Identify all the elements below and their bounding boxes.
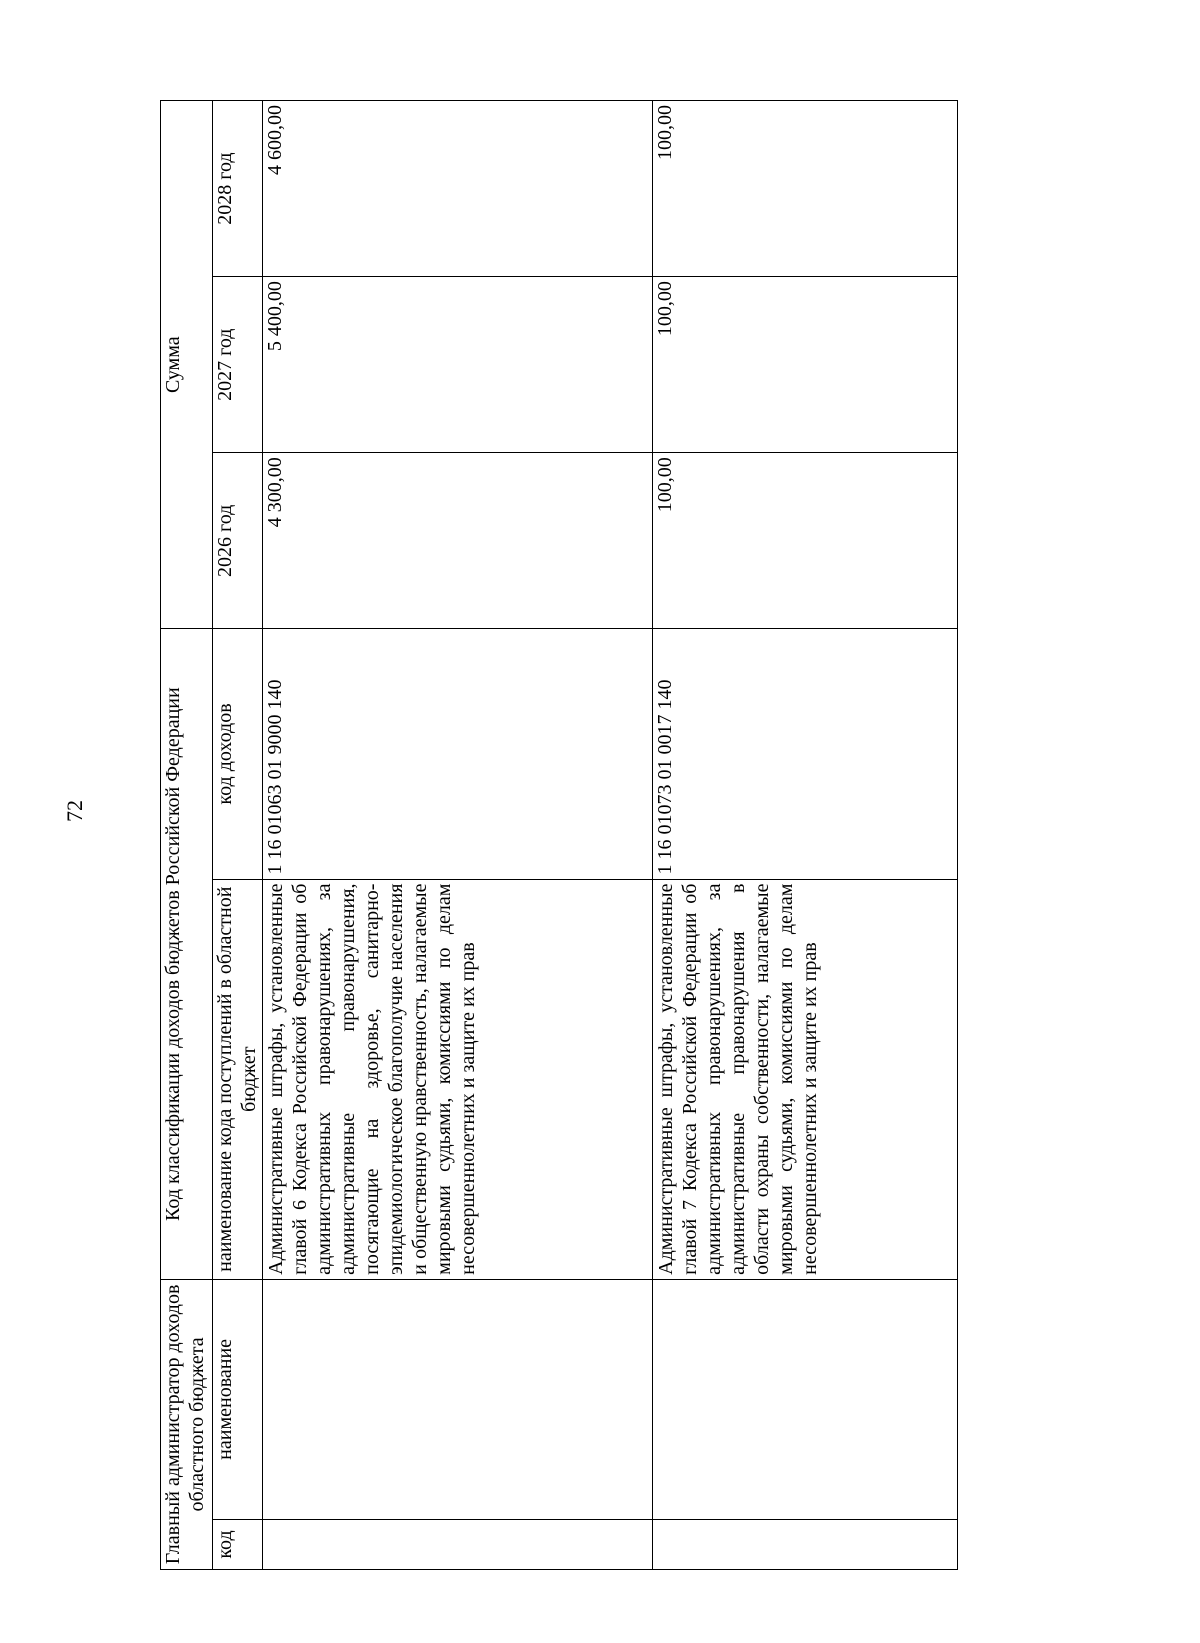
row-sum-2026: 100,00 (653, 453, 958, 629)
page-number: 72 (62, 800, 87, 822)
header-col-code: код (213, 1519, 263, 1569)
row-sum-2028: 4 600,00 (263, 101, 653, 277)
budget-table-rotated (160, 100, 960, 1570)
row-sum-2027: 5 400,00 (263, 277, 653, 453)
row-admin-name (653, 1279, 958, 1519)
row-sum-2027: 100,00 (653, 277, 958, 453)
header-col-revenue-code: код доходов (213, 629, 263, 879)
row-revenue-code: 1 16 01063 01 9000 140 (263, 629, 653, 879)
row-admin-code (653, 1519, 958, 1569)
header-year-2028: 2028 год (213, 101, 263, 277)
header-row-2 (213, 101, 263, 1570)
row-sum-2026: 4 300,00 (263, 453, 653, 629)
table-row (263, 101, 653, 1570)
row-admin-name (263, 1279, 653, 1519)
header-year-2027: 2027 год (213, 277, 263, 453)
header-col-name: наименование (213, 1279, 263, 1519)
header-year-2026: 2026 год (213, 453, 263, 629)
header-code-classification: Код классификации доходов бюджетов Российской Федерации (161, 629, 213, 1279)
row-revenue-name: Административные штрафы, установленные главой 7 Кодекса Российской Федерации об административных правонарушениях, за административные правонарушения в области охраны собственности, налагаемые мировыми судьями, комиссиями по делам несовершеннолетних и защите их прав (653, 879, 958, 1279)
row-revenue-name: Административные штрафы, установленные главой 6 Кодекса Российской Федерации об административных правонарушениях, за административные правонарушения, посягающие на здоровье, санитарно-эпидемиологическое благополучие населения и общественную нравственность, налагаемые мировыми судьями, комиссиями по делам несовершеннолетних и защите их прав (263, 879, 653, 1279)
row-admin-code (263, 1519, 653, 1569)
header-col-revenue-name: наименование кода поступлений в областной бюджет (213, 879, 263, 1279)
header-chief-admin: Главный администратор доходов областного бюджета (161, 1279, 213, 1569)
row-sum-2028: 100,00 (653, 101, 958, 277)
header-sum: Сумма (161, 101, 213, 629)
budget-table (160, 100, 958, 1570)
table-row (653, 101, 958, 1570)
header-row-1 (161, 101, 213, 1570)
row-revenue-code: 1 16 01073 01 0017 140 (653, 629, 958, 879)
